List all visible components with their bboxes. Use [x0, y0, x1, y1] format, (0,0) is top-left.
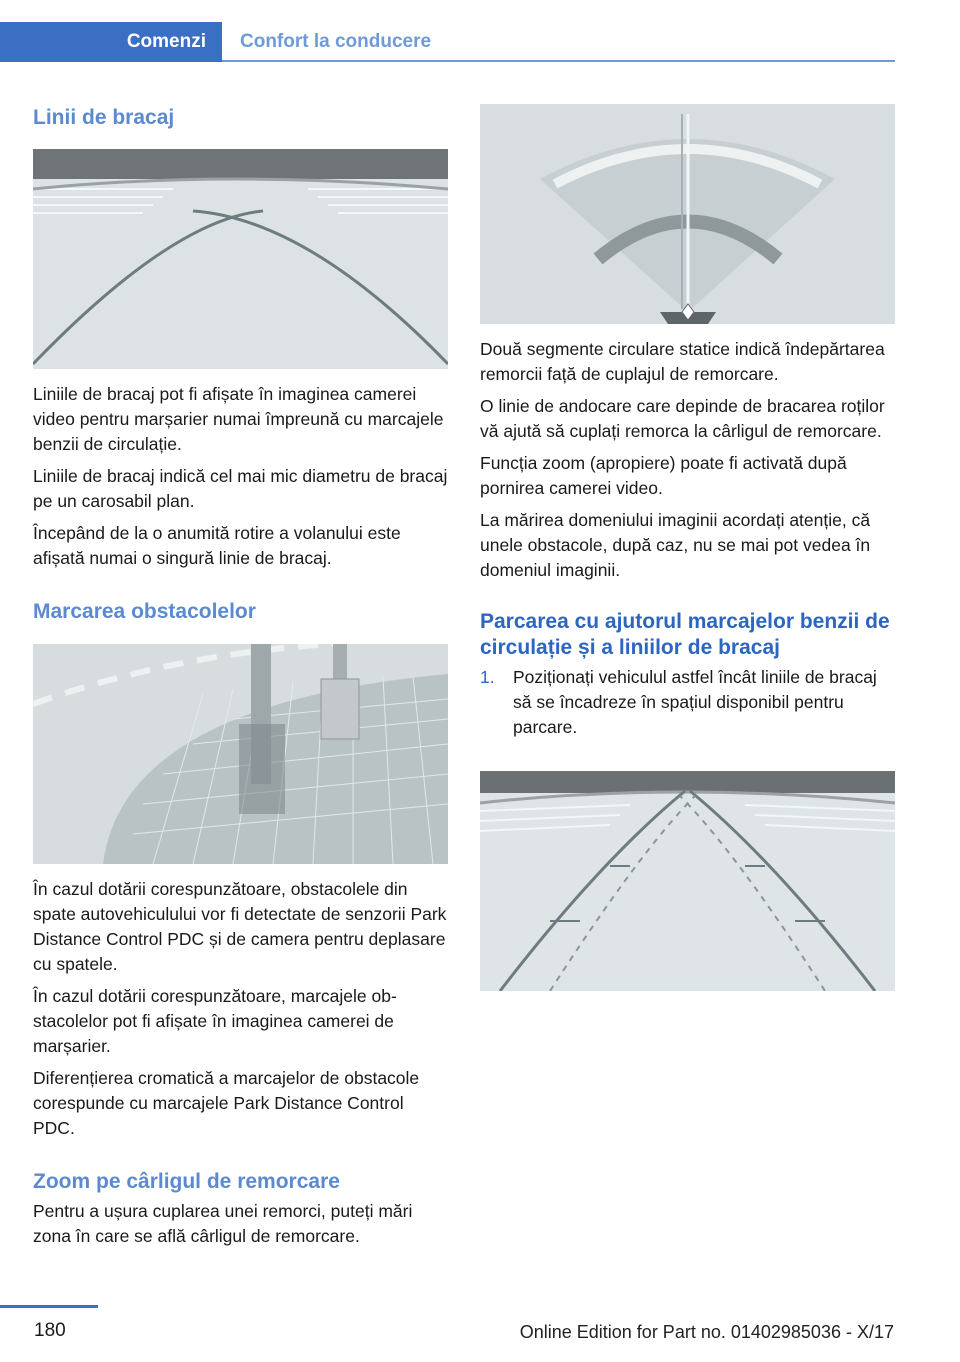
obstacle-marking-image	[33, 644, 448, 864]
footer-divider	[0, 1305, 98, 1308]
list-number: 1.	[480, 667, 495, 687]
page-header	[0, 0, 960, 64]
s1-paragraph-2: Liniile de bracaj indică cel mai mic diametru de bracaj pe un carosabil plan.	[33, 466, 448, 511]
tab-confort-la-conducere[interactable]: Confort la conducere	[240, 31, 432, 52]
left-column	[33, 100, 448, 1249]
section-title-marcarea-obstacolelor: Marcarea obstacolelor	[33, 600, 256, 623]
parking-lines-image	[480, 771, 895, 991]
right-paragraph-2: O linie de andocare care depinde de bracarea roților vă ajută să cuplați remorca la cârligul de remorcare.	[480, 396, 885, 441]
steering-lines-image	[33, 149, 448, 369]
section-title-zoom: Zoom pe cârligul de remorcare	[33, 1170, 340, 1193]
s3-paragraph-1: Pentru a ușura cuplarea unei remorci, puteți mări zona în care se află cârligul de remorcare.	[33, 1201, 413, 1246]
hitch-zoom-image	[480, 104, 895, 324]
s2-paragraph-3: Diferențierea cromatică a marcajelor de obstacole corespunde cu marcajele Park Distance Control PDC.	[33, 1068, 420, 1138]
section-title-linii-de-bracaj: Linii de bracaj	[33, 106, 175, 129]
right-paragraph-1: Două segmente circulare statice indică îndepărtarea remorcii față de cuplajul de remorcare.	[480, 339, 885, 384]
s2-paragraph-1: În cazul dotării corespunzătoare, obstacolele din spate autovehiculului vor fi detectate de senzorii Park Distance Control PDC și de camera pentru deplasare cu spatele.	[33, 879, 447, 974]
s1-paragraph-3: Începând de la o anumită rotire a volanului este afișată numai o singură linie de bracaj.	[33, 523, 401, 568]
right-column	[480, 104, 895, 991]
header-divider	[222, 60, 895, 62]
page-number: 180	[34, 1320, 66, 1341]
tab-comenzi[interactable]: Comenzi	[0, 22, 222, 62]
edition-text: Online Edition for Part no. 01402985036 - X/17	[519, 1322, 894, 1342]
right-paragraph-4: La mărirea domeniului imaginii acordați atenție, că unele obstacole, după caz, nu se mai pot vedea în domeniul imaginii.	[480, 510, 871, 580]
list-text: Poziționați vehiculul astfel încât liniile de bracaj să se încadreze în spațiul disponibil pentru parcare.	[513, 667, 877, 737]
section-title-parcarea: Parcarea cu ajutorul marcajelor benzii de circulație și a liniilor de bracaj	[480, 610, 890, 659]
list-item	[480, 665, 895, 740]
s2-paragraph-2: În cazul dotării corespunzătoare, marcajele obstacolelor pot fi afișate în imaginea camerei de marșarier.	[33, 986, 397, 1056]
s1-paragraph-1: Liniile de bracaj pot fi afișate în imaginea camerei video pentru marșarier numai împreună cu marcajele benzii de circulație.	[33, 384, 444, 454]
right-paragraph-3: Funcția zoom (apropiere) poate fi activată după pornirea camerei video.	[480, 453, 847, 498]
